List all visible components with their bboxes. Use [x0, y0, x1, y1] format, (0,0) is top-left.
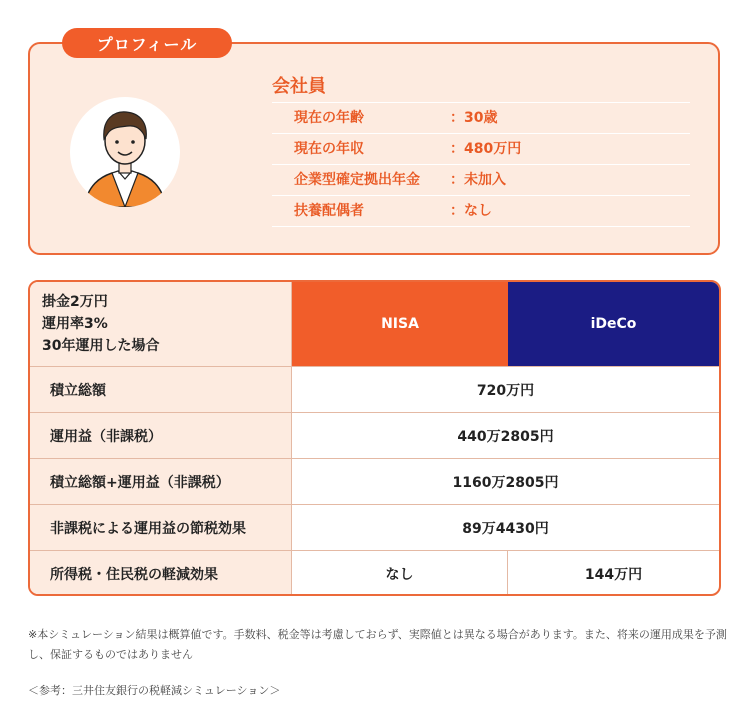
- info-value: 未加入: [464, 172, 506, 188]
- table-row: [30, 412, 719, 459]
- info-row-pension: [272, 165, 690, 196]
- nisa-header: NISA: [292, 282, 508, 366]
- info-colon: ：: [450, 203, 464, 219]
- row-label: 所得税・住民税の軽減効果: [30, 551, 292, 596]
- info-colon: ：: [450, 141, 464, 157]
- info-colon: ：: [450, 110, 464, 126]
- profile-info: [272, 74, 690, 227]
- role-title: 会社員: [272, 74, 690, 103]
- row-value: 89万4430円: [462, 521, 549, 537]
- conditions-cell: [30, 282, 292, 366]
- info-label: 企業型確定拠出年金: [294, 172, 420, 188]
- row-value: 1160万2805円: [452, 475, 559, 491]
- ideco-value: 144万円: [584, 567, 643, 583]
- reference-note: ＜参考：三井住友銀行の税軽減シミュレーション＞: [28, 684, 281, 697]
- info-label: 現在の年齢: [294, 110, 364, 126]
- info-value: なし: [464, 203, 492, 219]
- info-row-spouse: [272, 196, 690, 227]
- table-row: [30, 458, 719, 505]
- ideco-header: iDeCo: [508, 282, 719, 366]
- profile-tab: プロフィール: [62, 28, 232, 58]
- disclaimer-note: ※本シミュレーション結果は概算値です。手数料、税金等は考慮しておらず、実際値とは異なる場合があります。また、将来の運用成果を予測し、保証するものではありません: [28, 628, 727, 661]
- condition-line: 運用率3%: [42, 316, 108, 332]
- table-row: [30, 366, 719, 413]
- comparison-table: [28, 280, 721, 596]
- table-row: [30, 550, 719, 596]
- condition-line: 掛金2万円: [42, 294, 108, 310]
- table-row: [30, 504, 719, 551]
- info-value: 30歳: [464, 110, 498, 126]
- nisa-value: なし: [292, 551, 508, 596]
- info-row-income: [272, 134, 690, 165]
- row-label: 積立総額+運用益（非課税）: [30, 459, 292, 505]
- row-label: 非課税による運用益の節税効果: [30, 505, 292, 551]
- info-row-age: [272, 103, 690, 134]
- info-label: 現在の年収: [294, 141, 364, 157]
- info-colon: ：: [450, 172, 464, 188]
- avatar: [70, 97, 180, 207]
- row-label: 運用益（非課税）: [30, 413, 292, 459]
- table-header-row: [30, 282, 719, 366]
- info-value: 480万円: [464, 141, 522, 157]
- row-value: 440万2805円: [457, 429, 554, 445]
- person-illustration: [70, 97, 180, 207]
- row-label: 積立総額: [30, 367, 292, 413]
- condition-line: 30年運用した場合: [42, 338, 160, 354]
- info-label: 扶養配偶者: [294, 203, 364, 219]
- row-value: 720万円: [476, 383, 535, 399]
